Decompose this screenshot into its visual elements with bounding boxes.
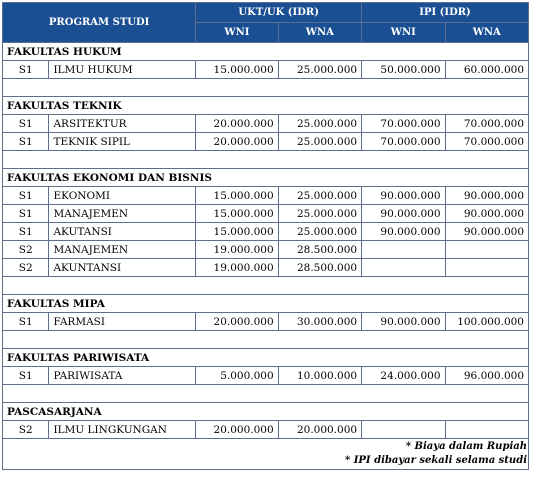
header-ipi: IPI (IDR) [362, 3, 529, 23]
ipi-wna-value [445, 259, 528, 277]
fee-table [2, 2, 529, 470]
program-level: S1 [3, 367, 49, 385]
header-ipi-wni: WNI [362, 23, 445, 43]
spacer-cell [3, 151, 529, 169]
program-level: S2 [3, 421, 49, 439]
note-currency: * Biaya dalam Rupiah [405, 441, 527, 452]
ipi-wni-value: 70.000.000 [362, 115, 445, 133]
header-ipi-wna: WNA [445, 23, 528, 43]
program-name: ILMU LINGKUNGAN [49, 421, 196, 439]
spacer-cell [3, 79, 529, 97]
program-name: PARIWISATA [49, 367, 196, 385]
ukt-wni-value: 20.000.000 [196, 133, 278, 151]
program-row [3, 259, 529, 277]
program-name: ARSITEKTUR [49, 115, 196, 133]
faculty-row [3, 403, 529, 421]
program-row [3, 367, 529, 385]
faculty-row [3, 43, 529, 61]
ukt-wni-value: 20.000.000 [196, 421, 278, 439]
program-name: FARMASI [49, 313, 196, 331]
faculty-row [3, 97, 529, 115]
program-level: S1 [3, 133, 49, 151]
ipi-wna-value: 70.000.000 [445, 133, 528, 151]
ipi-wni-value: 90.000.000 [362, 187, 445, 205]
program-name: AKUNTANSI [49, 259, 196, 277]
program-name: EKONOMI [49, 187, 196, 205]
program-level: S1 [3, 187, 49, 205]
spacer-cell [3, 277, 529, 295]
ipi-wni-value: 90.000.000 [362, 205, 445, 223]
faculty-name: FAKULTAS MIPA [3, 295, 529, 313]
ukt-wni-value: 19.000.000 [196, 259, 278, 277]
ipi-wna-value [445, 421, 528, 439]
ukt-wna-value: 30.000.000 [278, 313, 361, 331]
program-name: ILMU HUKUM [49, 61, 196, 79]
program-row [3, 223, 529, 241]
program-level: S2 [3, 259, 49, 277]
ukt-wni-value: 15.000.000 [196, 205, 278, 223]
ukt-wna-value: 25.000.000 [278, 115, 361, 133]
faculty-row [3, 349, 529, 367]
spacer-cell [3, 331, 529, 349]
ukt-wna-value: 25.000.000 [278, 61, 361, 79]
header-ukt-wna: WNA [278, 23, 361, 43]
header-ukt: UKT/UK (IDR) [196, 3, 362, 23]
ipi-wni-value [362, 421, 445, 439]
program-name: MANAJEMEN [49, 205, 196, 223]
spacer-row [3, 385, 529, 403]
ukt-wni-value: 15.000.000 [196, 61, 278, 79]
spacer-row [3, 79, 529, 97]
header-program-studi: PROGRAM STUDI [3, 3, 196, 43]
faculty-name: FAKULTAS TEKNIK [3, 97, 529, 115]
ipi-wni-value [362, 241, 445, 259]
header-ukt-wni: WNI [196, 23, 278, 43]
spacer-row [3, 331, 529, 349]
ukt-wna-value: 25.000.000 [278, 223, 361, 241]
ipi-wna-value: 96.000.000 [445, 367, 528, 385]
program-level: S1 [3, 313, 49, 331]
program-level: S2 [3, 241, 49, 259]
ukt-wna-value: 25.000.000 [278, 205, 361, 223]
spacer-row [3, 277, 529, 295]
ukt-wni-value: 20.000.000 [196, 115, 278, 133]
ipi-wni-value: 90.000.000 [362, 223, 445, 241]
program-level: S1 [3, 223, 49, 241]
program-level: S1 [3, 205, 49, 223]
ukt-wna-value: 25.000.000 [278, 187, 361, 205]
program-level: S1 [3, 115, 49, 133]
ukt-wna-value: 20.000.000 [278, 421, 361, 439]
ukt-wni-value: 5.000.000 [196, 367, 278, 385]
ipi-wni-value: 24.000.000 [362, 367, 445, 385]
table-header [3, 3, 529, 43]
ipi-wna-value: 100.000.000 [445, 313, 528, 331]
ipi-wna-value: 90.000.000 [445, 187, 528, 205]
ipi-wna-value: 90.000.000 [445, 223, 528, 241]
program-name: TEKNIK SIPIL [49, 133, 196, 151]
program-row [3, 241, 529, 259]
program-row [3, 115, 529, 133]
ipi-wni-value [362, 259, 445, 277]
ukt-wna-value: 10.000.000 [278, 367, 361, 385]
ukt-wna-value: 28.500.000 [278, 241, 361, 259]
program-row [3, 61, 529, 79]
program-name: AKUTANSI [49, 223, 196, 241]
ukt-wni-value: 20.000.000 [196, 313, 278, 331]
faculty-name: FAKULTAS EKONOMI DAN BISNIS [3, 169, 529, 187]
program-name: MANAJEMEN [49, 241, 196, 259]
ukt-wna-value: 28.500.000 [278, 259, 361, 277]
program-row [3, 205, 529, 223]
table-body [3, 43, 529, 439]
ukt-wni-value: 19.000.000 [196, 241, 278, 259]
faculty-row [3, 295, 529, 313]
notes-row [3, 439, 529, 470]
ukt-wni-value: 15.000.000 [196, 223, 278, 241]
ipi-wni-value: 70.000.000 [362, 133, 445, 151]
spacer-cell [3, 385, 529, 403]
faculty-row [3, 169, 529, 187]
footnotes [3, 439, 529, 470]
faculty-name: FAKULTAS PARIWISATA [3, 349, 529, 367]
note-ipi: * IPI dibayar sekali selama studi [345, 455, 527, 466]
program-row [3, 187, 529, 205]
faculty-name: FAKULTAS HUKUM [3, 43, 529, 61]
program-level: S1 [3, 61, 49, 79]
ipi-wni-value: 90.000.000 [362, 313, 445, 331]
ipi-wni-value: 50.000.000 [362, 61, 445, 79]
ipi-wna-value: 70.000.000 [445, 115, 528, 133]
ukt-wni-value: 15.000.000 [196, 187, 278, 205]
program-row [3, 421, 529, 439]
faculty-name: PASCASARJANA [3, 403, 529, 421]
ukt-wna-value: 25.000.000 [278, 133, 361, 151]
ipi-wna-value [445, 241, 528, 259]
program-row [3, 313, 529, 331]
ipi-wna-value: 90.000.000 [445, 205, 528, 223]
spacer-row [3, 151, 529, 169]
program-row [3, 133, 529, 151]
ipi-wna-value: 60.000.000 [445, 61, 528, 79]
